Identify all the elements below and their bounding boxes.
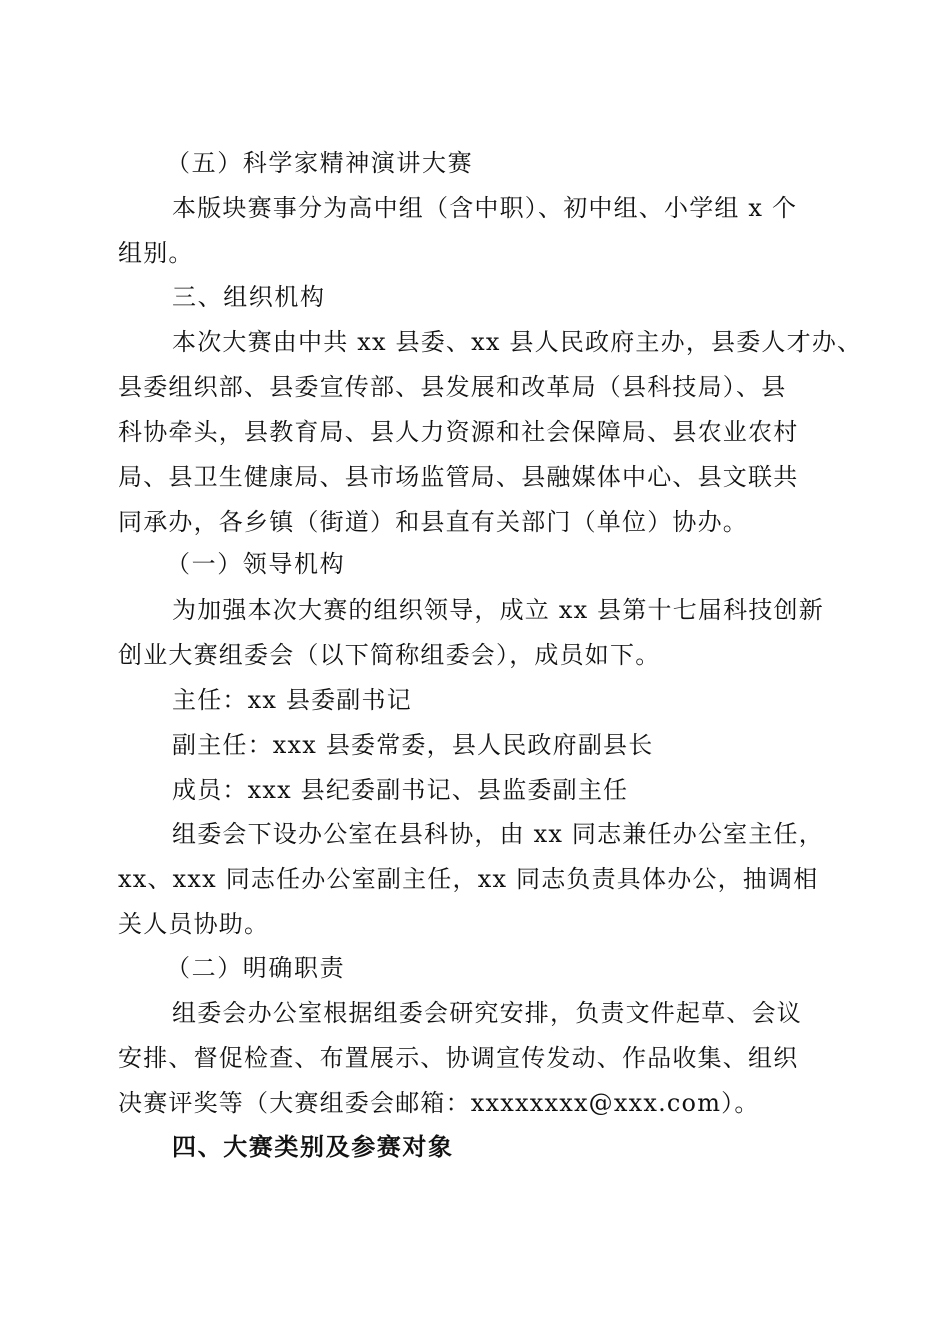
members-line: 成员：xxx 县纪委副书记、县监委副主任 — [172, 776, 629, 804]
director-line: 主任：xx 县委副书记 — [172, 686, 412, 714]
paragraph-line: 关人员协助。 — [118, 910, 270, 938]
paragraph-line: 为加强本次大赛的组织领导，成立 xx 县第十七届科技创新 — [172, 596, 824, 624]
paragraph-line: 组委会下设办公室在县科协，由 xx 同志兼任办公室主任， — [172, 820, 824, 848]
paragraph-line: 县委组织部、县委宣传部、县发展和改革局（县科技局）、县 — [118, 373, 787, 401]
paragraph-line: 科协牵头，县教育局、县人力资源和社会保障局、县农业农村 — [118, 418, 799, 446]
paragraph-line: 组别。 — [118, 239, 194, 267]
paragraph-line: 创业大赛组委会（以下简称组委会），成员如下。 — [118, 641, 661, 669]
paragraph-line: 本次大赛由中共 xx 县委、xx 县人民政府主办，县委人才办、 — [172, 328, 863, 356]
deputy-director-line: 副主任：xxx 县委常委，县人民政府副县长 — [172, 731, 654, 759]
paragraph-line: 局、县卫生健康局、县市场监管局、县融媒体中心、县文联共 — [118, 463, 799, 491]
paragraph-line: 同承办，各乡镇（街道）和县直有关部门（单位）协办。 — [118, 508, 748, 536]
paragraph-line: 安排、督促检查、布置展示、协调宣传发动、作品收集、组织 — [118, 1044, 799, 1072]
paragraph-line: xx、xxx 同志任办公室副主任，xx 同志负责具体办公，抽调相 — [118, 865, 819, 893]
duties-heading: （二）明确职责 — [166, 954, 346, 982]
section-four-heading: 四、大赛类别及参赛对象 — [172, 1132, 454, 1161]
paragraph-line: 组委会办公室根据组委会研究安排，负责文件起草、会议 — [172, 999, 802, 1027]
paragraph-line: 决赛评奖等（大赛组委会邮箱：xxxxxxxx@xxx.com）。 — [118, 1089, 760, 1117]
section-five-heading: （五）科学家精神演讲大赛 — [166, 149, 474, 177]
leadership-heading: （一）领导机构 — [166, 550, 346, 578]
section-three-heading: 三、组织机构 — [172, 283, 326, 311]
paragraph-line: 本版块赛事分为高中组（含中职）、初中组、小学组 x 个 — [172, 194, 798, 222]
